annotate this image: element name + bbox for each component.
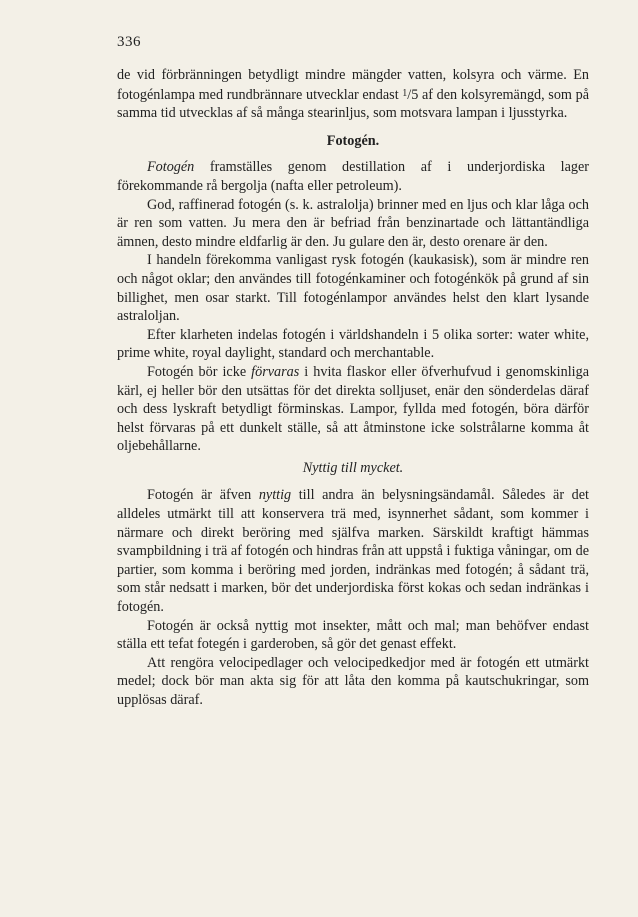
intro-paragraph: de vid förbränningen betydligt mindre mängder vatten, kolsyra och värme. En fotogénlampa med rundbrännare utvecklar endast $^1$/5 af den kolsyremängd, som på samma tid utvecklas af så många stearinljus, som motsvara lampan i ljusstyrka. bbox=[117, 67, 589, 122]
paragraph-6-text-b: till andra än belysningsändamål. Således är det alldeles utmärkt till att konservera trä med, isynnerhet sådant, som kommer i närmare och direkt beröring med själfva marken. Särskildt kraftigt hämmas svampbildning i trä af fotogén och hindras från att uppstå i fuktiga våningar, om de partier, som komma i beröring med jorden, indränkas med fotogén; å sådant trä, som står nedsatt i marken, bör det underjordiska först kokas och sedan indränkas i fotogén. bbox=[117, 487, 589, 616]
paragraph-1 bbox=[117, 158, 589, 195]
paragraph-6 bbox=[117, 486, 589, 616]
paragraph-5-text-b: i hvita flaskor eller öfverhufvud i genomskinliga kärl, ej heller bör den utsättas för det direkta solljuset, enär den sönderdelas däraf och dess lyskraft betydligt förminskas. Lampor, fyllda med fotogén, böra därför helst förvaras på ett dunkelt ställe, så att åtminstone icke solstrålarne komma åt oljebehållarne. bbox=[117, 363, 589, 455]
page-number: 336 bbox=[117, 34, 141, 50]
paragraph-7: Fotogén är också nyttig mot insekter, mått och mal; man behöfver endast ställa ett tefat fotegén i garderoben, så gör det genast effekt. bbox=[117, 617, 589, 653]
sub-heading: Nyttig till mycket. bbox=[302, 459, 404, 476]
paragraph-6-text-a: Fotogén är äfven bbox=[147, 487, 259, 504]
paragraph-5-italic: förvaras bbox=[251, 363, 300, 380]
section-heading: Fotogén. bbox=[326, 132, 380, 149]
intro-text-b: af den kolsyremängd, som på samma tid utvecklas af så många stearinljus, som motsvara lampan i ljusstyrka. bbox=[117, 86, 589, 122]
paragraph-6-italic: nyttig bbox=[258, 487, 292, 504]
paragraph-1-text: framställes genom destillation af i underjordiska lager förekommande rå bergolja (nafta eller petroleum). bbox=[117, 159, 589, 194]
paragraph-5-text-a: Fotogén bör icke bbox=[147, 363, 252, 380]
paragraph-4: Efter klarheten indelas fotogén i världshandeln i 5 olika sorter: water white, prime white, royal daylight, standard och merchantable. bbox=[117, 326, 589, 362]
paragraph-2: God, raffinerad fotogén (s. k. astralolja) brinner med en ljus och klar låga och är ren som vatten. Ju mera den är befriad från benzinartade och lättantändliga ämnen, desto mindre eldfarlig är den. Ju gulare den är, desto orenare är den. bbox=[117, 196, 589, 250]
page-body bbox=[117, 66, 589, 710]
paragraph-8: Att rengöra velocipedlager och velocipedkedjor med är fotogén ett utmärkt medel; dock bör man akta sig för att låta den komma på kautschukringar, som upplösas däraf. bbox=[117, 654, 589, 708]
fraction-denominator: 5 bbox=[411, 86, 419, 103]
paragraph-3: I handeln förekomma vanligast rysk fotogén (kaukasisk), som är mindre ren och något oklar; den användes till fotogénkaminer och fotogénkök på grund af sin billighet, men osar starkt. Till fotogénlampor användes helst den klart lysande astraloljan. bbox=[117, 252, 589, 325]
fraction-numerator: 1 bbox=[402, 87, 408, 99]
paragraph-1-italic: Fotogén bbox=[147, 159, 195, 176]
intro-text-a: de vid förbränningen betydligt mindre mängder vatten, kolsyra och värme. En fotogénlampa med rundbrännare utvecklar endast bbox=[117, 67, 589, 103]
paragraph-5 bbox=[117, 363, 589, 456]
